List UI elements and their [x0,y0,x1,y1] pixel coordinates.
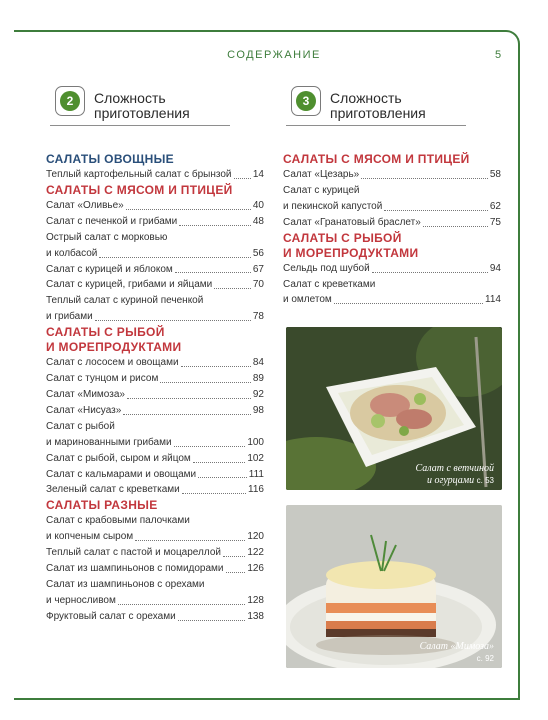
toc-entry[interactable] [46,561,264,577]
difficulty-label [330,91,426,121]
entry-page: 100 [247,436,264,448]
entry-page: 126 [247,563,264,575]
entry-title: Салат «Мимоза» [46,388,125,400]
entry-page: 120 [247,531,264,543]
toc-entry[interactable] [46,467,264,483]
difficulty-label-line2: приготовления [94,105,190,121]
entry-title: Салат «Цезарь» [283,169,360,180]
toc-entry[interactable] [283,215,501,231]
leader-dots [174,435,246,447]
entry-page: 48 [252,215,264,227]
toc-entry-first-line[interactable]: Салат с креветками [283,278,376,290]
entry-title: Салат «Гранатовый браслет» [283,216,421,228]
toc-entry[interactable] [46,246,264,262]
leader-dots [123,403,251,415]
leader-dots [160,371,251,383]
section-heading: САЛАТЫ С РЫБОЙ [46,325,165,340]
leader-dots [384,199,488,211]
salad-photo-ham [286,327,502,490]
leader-dots [95,309,251,321]
entry-title: Салат с печенкой и грибами [46,215,178,227]
caption-line1: Салат с ветчиной [415,463,494,474]
entry-title: Фруктовый салат с орехами [46,610,176,622]
leader-dots [372,261,488,273]
entry-page: 138 [247,610,264,622]
toc-entry[interactable] [46,262,264,278]
leader-dots [135,529,245,541]
section-heading: И МОРЕПРОДУКТАМИ [283,245,419,260]
section-heading: И МОРЕПРОДУКТАМИ [46,340,182,355]
leader-dots [179,214,251,226]
salad-photo-mimosa [286,505,502,668]
toc-entry[interactable] [46,403,264,419]
entry-title: Салат «Оливье» [46,199,124,211]
toc-right-column [283,152,501,308]
leader-dots [181,355,251,367]
toc-entry[interactable] [46,355,264,371]
entry-page: 58 [489,169,501,180]
toc-entry-first-line[interactable]: Салат из шампиньонов с орехами [46,578,205,590]
page-title: СОДЕРЖАНИЕ [227,49,321,61]
toc-entry[interactable] [46,451,264,467]
leader-dots [361,167,488,179]
toc-entry-first-line[interactable]: Салат с курицей [283,184,360,196]
leader-dots [182,482,246,494]
entry-page: 128 [247,594,264,606]
entry-page: 67 [252,263,264,275]
leader-dots [175,262,251,274]
entry-title: Салат с кальмарами и овощами [46,468,197,480]
entry-page: 94 [489,262,501,274]
toc-entry-first-line[interactable]: Салат с крабовыми палочками [46,515,190,527]
leader-dots [423,215,488,227]
difficulty-label-line1: Сложность [330,90,402,106]
entry-page: 92 [252,388,264,400]
toc-entry[interactable] [46,214,264,230]
entry-title: и копченым сыром [46,531,134,543]
difficulty-label-line1: Сложность [94,90,166,106]
toc-entry[interactable] [46,277,264,293]
leader-dots [126,198,251,210]
entry-page: 89 [252,373,264,385]
entry-page: 62 [489,200,501,212]
entry-title: Салат с курицей и яблоком [46,263,173,275]
entry-title: Салат с лососем и овощами [46,357,179,369]
leader-dots [178,609,246,621]
toc-entry[interactable] [46,167,264,183]
section-heading: САЛАТЫ С МЯСОМ И ПТИЦЕЙ [283,152,470,166]
toc-entry[interactable] [283,261,501,277]
leader-dots [226,561,246,573]
toc-entry-first-line[interactable]: Салат с рыбой [46,420,115,432]
entry-title: и омлетом [283,294,332,306]
level-number: 2 [60,91,80,111]
page-number: 5 [495,49,502,61]
toc-entry[interactable] [283,167,501,183]
entry-page: 70 [252,279,264,291]
entry-page: 114 [485,294,501,306]
entry-title: и черносливом [46,594,116,606]
caption-line1: Салат «Мимоза» [419,641,494,652]
entry-page: 122 [247,547,264,559]
caption-page: с. 53 [476,476,494,485]
entry-title: Теплый картофельный салат с брынзой [46,169,232,180]
leader-dots [127,387,251,399]
entry-page: 84 [252,357,264,369]
section-heading: САЛАТЫ ОВОЩНЫЕ [46,152,174,166]
leader-dots [214,277,251,289]
difficulty-label [94,91,190,121]
difficulty-label-line2: приготовления [330,105,426,121]
toc-entry[interactable] [283,199,501,215]
section-heading: САЛАТЫ С МЯСОМ И ПТИЦЕЙ [46,182,233,197]
difficulty-badge-icon [291,86,321,116]
entry-title: Салат «Нисуаз» [46,404,122,416]
leader-dots [118,593,245,605]
leader-dots [223,545,245,557]
entry-title: Сельдь под шубой [283,262,370,274]
toc-entry[interactable] [46,529,264,545]
entry-page: 111 [248,468,264,480]
toc-entry[interactable] [46,435,264,451]
entry-title: и пекинской капустой [283,200,383,212]
caption-line2 [420,653,494,665]
entry-page: 75 [489,216,501,228]
caption-line2 [416,475,494,487]
leader-dots [193,451,246,463]
entry-page: 102 [247,452,264,464]
entry-title: Зеленый салат с креветками [46,484,180,496]
toc-entry[interactable] [46,198,264,214]
entry-title: Салат с рыбой, сыром и яйцом [46,452,191,464]
toc-entry-first-line[interactable]: Теплый салат с куриной печенкой [46,295,204,307]
photo-caption [420,641,494,665]
toc-entry[interactable] [46,593,264,609]
entry-title: и грибами [46,311,93,323]
toc-entry[interactable] [46,609,264,625]
entry-page: 40 [252,199,264,211]
entry-page: 98 [252,404,264,416]
toc-entry[interactable] [46,371,264,387]
toc-entry-first-line[interactable]: Острый салат с морковью [46,231,168,243]
entry-title: Салат из шампиньонов с помидорами [46,563,224,575]
entry-title: Салат с тунцом и рисом [46,373,159,385]
entry-page: 14 [252,169,264,180]
entry-title: и маринованными грибами [46,436,172,448]
toc-entry[interactable] [46,309,264,325]
photo-caption [416,463,494,487]
toc-entry[interactable] [46,545,264,561]
entry-title: Салат с курицей, грибами и яйцами [46,279,213,291]
entry-page: 116 [248,484,264,496]
toc-entry[interactable] [46,482,264,498]
entry-page: 56 [252,247,264,259]
section-heading: САЛАТЫ РАЗНЫЕ [46,498,158,513]
difficulty-badge-icon [55,86,85,116]
caption-page: с. 92 [476,654,494,663]
entry-title: и колбасой [46,247,98,259]
toc-entry[interactable] [283,292,501,308]
difficulty-level-2 [50,86,230,126]
leader-dots [334,292,483,304]
section-heading: САЛАТЫ С РЫБОЙ [283,230,402,245]
caption-text: и огурцами [426,475,475,486]
difficulty-level-3 [286,86,466,126]
toc-left-column [46,152,264,625]
leader-dots [198,467,247,479]
level-number: 3 [296,91,316,111]
leader-dots [234,167,251,179]
toc-entry[interactable] [46,387,264,403]
entry-title: Теплый салат с пастой и моцареллой [46,547,221,559]
leader-dots [99,246,251,258]
entry-page: 78 [252,311,264,323]
